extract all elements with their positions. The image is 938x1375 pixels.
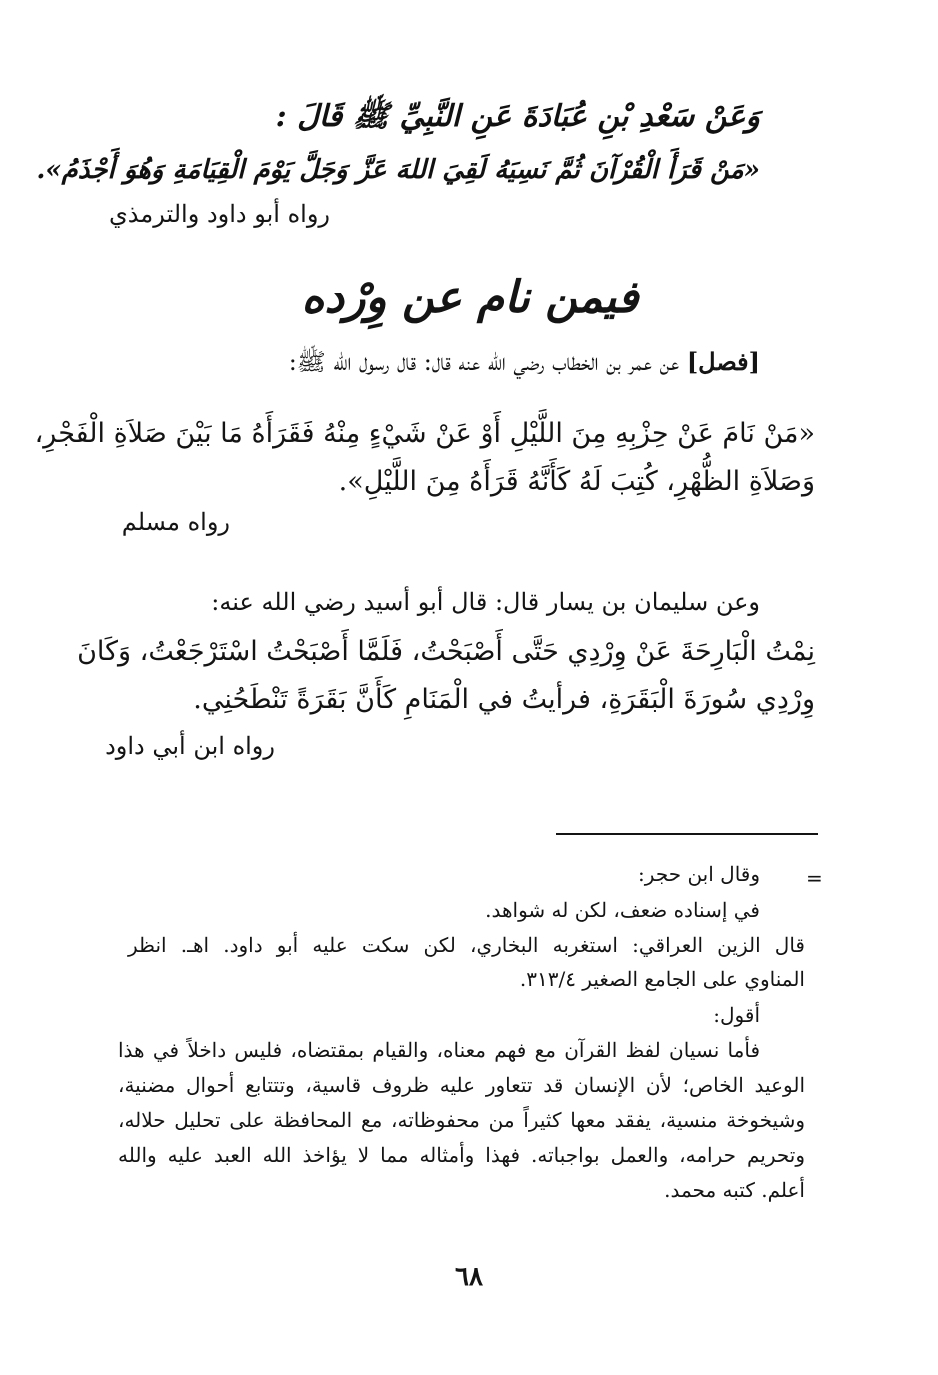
hadith1-source: رواه أبو داود والترمذي [109, 200, 330, 228]
hadith2-intro-text: عن عمر بن الخطاب رضي الله عنه قال: قال رسول الله ﷺ: [288, 348, 680, 376]
footnote-continuation-mark: = [806, 866, 823, 890]
footnote-line: أعلم. كتبه محمد. [664, 1178, 805, 1202]
footnote-line: المناوي على الجامع الصغير ٣١٣/٤. [519, 967, 805, 991]
footnote-line: وتحريم حرامه، والعمل بواجباته. فهذا وأمثاله مما لا يؤاخذ الله العبد عليه والله [118, 1143, 805, 1167]
hadith3-source: رواه ابن أبي داود [105, 732, 275, 760]
hadith2-line-1: «مَنْ نَامَ عَنْ حِزْبِهِ مِنَ اللَّيْلِ أَوْ عَنْ شَيْءٍ مِنْهُ فَقَرَأَهُ مَا بَيْنَ صَلاَةِ الْفَجْرِ، [34, 418, 815, 449]
footnote-line: الوعيد الخاص؛ لأن الإنسان قد تتعاور عليه ظروف قاسية، وتتتابع أحوال مضنية، [118, 1073, 805, 1097]
footnote-line: وقال ابن حجر: [638, 862, 760, 886]
hadith2-source: رواه مسلم [121, 508, 230, 536]
footnote-line: أقول: [713, 1003, 760, 1027]
section-heading: فيمن نام عن وِرْده [301, 272, 639, 323]
footnote-line: وشيخوخة منسية، يفقد معها كثيراً من محفوظاته، مع المحافظة على تحليل حلاله، [118, 1108, 805, 1132]
hadith3-line-2: وِرْدِي سُورَةَ الْبَقَرَةِ، فرأيتُ في الْمَنَامِ كَأَنَّ بَقَرَةً تَنْطَحُنِي. [193, 684, 815, 715]
footnote-line: قال الزين العراقي: استغربه البخاري، لكن سكت عليه أبو داود. اهـ. انظر [128, 933, 805, 957]
hadith3-line-1: نِمْتُ الْبَارِحَةَ عَنْ وِرْدِي حَتَّى أَصْبَحْتُ، فَلَمَّا أَصْبَحْتُ اسْتَرْجَعْتُ، وَكَانَ [77, 636, 815, 667]
fasl-label: [فصل] [686, 347, 760, 376]
footnote-separator [556, 833, 818, 835]
hadith1-text: «مَنْ قَرَأَ الْقُرْآنَ ثُمَّ نَسِيَهُ لَقِيَ اللهَ عَزَّ وَجَلَّ يَوْمَ الْقِيَامَةِ وَهُوَ أَجْذَمُ». [36, 155, 760, 185]
hadith1-intro: وَعَنْ سَعْدِ بْنِ عُبَادَةَ عَنِ النَّبِيِّ ﷺ قَالَ : [275, 99, 760, 134]
footnote-line: في إسناده ضعف، لكن له شواهد. [485, 898, 760, 922]
hadith2-intro [150, 347, 760, 382]
hadith3-intro: وعن سليمان بن يسار قال: قال أبو أسيد رضي الله عنه: [211, 588, 760, 616]
hadith2-line-2: وَصَلاَةِ الظُّهْرِ، كُتِبَ لَهُ كَأَنَّهُ قَرَأَهُ مِنَ اللَّيْلِ». [338, 466, 815, 497]
footnote-line: فأما نسيان لفظ القرآن مع فهم معناه، والقيام بمقتضاه، فليس داخلاً في هذا [118, 1038, 760, 1062]
page-number: ٦٨ [455, 1262, 483, 1292]
